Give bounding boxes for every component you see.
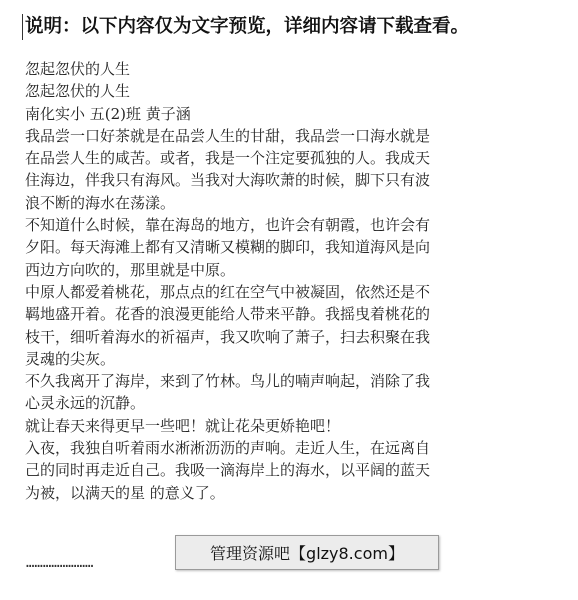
author-line: 南化实小 五(2)班 黄子涵 (25, 104, 191, 123)
text-line: 枝干，细听着海水的祈福声，我又吹响了萧子，扫去积聚在我 (25, 327, 431, 346)
truncation-ellipsis: …………………… (26, 555, 94, 571)
paragraph-4 (25, 370, 555, 415)
article-body (25, 58, 555, 504)
paragraph-2 (25, 214, 555, 281)
article-title: 忽起忽伏的人生 (25, 60, 131, 78)
text-line: 羁地盛开着。花香的浪漫更能给人带来平静。我摇曳着桃花的 (25, 305, 431, 324)
paragraph-6 (25, 437, 555, 504)
text-line: 中原人都爱着桃花，那点点的红在空气中被凝固，依然还是不 (25, 282, 431, 301)
text-line: 入夜，我独自听着雨水淅淅沥沥的声响。走近人生，在远离自 (25, 439, 431, 458)
text-line: 我品尝一口好茶就是在品尝人生的甘甜，我品尝一口海水就是 (25, 126, 431, 145)
paragraph-3 (25, 281, 555, 370)
text-line: 在品尝人生的咸苦。或者，我是一个注定要孤独的人。我成天 (25, 149, 431, 168)
text-line: 住海边，伴我只有海风。当我对大海吹萧的时候，脚下只有波 (25, 171, 431, 190)
site-watermark: 管理资源吧【glzy8.com】 (175, 535, 439, 570)
text-line: 为被，以满天的星 的意义了。 (25, 483, 225, 502)
text-line: 浪不断的海水在荡漾。 (25, 193, 176, 212)
text-line: 夕阳。每天海滩上都有又清晰又模糊的脚印，我知道海风是向 (25, 238, 431, 257)
text-line: 不久我离开了海岸，来到了竹林。鸟儿的喃声响起，消除了我 (25, 372, 431, 391)
text-line: 灵魂的尖灰。 (25, 349, 116, 368)
preview-notice: 说明：以下内容仅为文字预览，详细内容请下载查看。 (22, 14, 469, 40)
article-title-repeat: 忽起忽伏的人生 (25, 82, 131, 101)
paragraph-5 (25, 415, 555, 437)
text-line: 不知道什么时候，靠在海岛的地方，也许会有朝霞，也许会有 (25, 216, 431, 235)
text-line: 己的同时再走近自己。我吸一滴海岸上的海水，以平阔的蓝天 (25, 461, 431, 480)
paragraph-1 (25, 125, 555, 214)
text-line: 心灵永远的沉静。 (25, 394, 146, 413)
text-line: 就让春天来得更早一些吧！就让花朵更娇艳吧！ (25, 416, 341, 435)
text-line: 西边方向吹的，那里就是中原。 (25, 260, 236, 279)
